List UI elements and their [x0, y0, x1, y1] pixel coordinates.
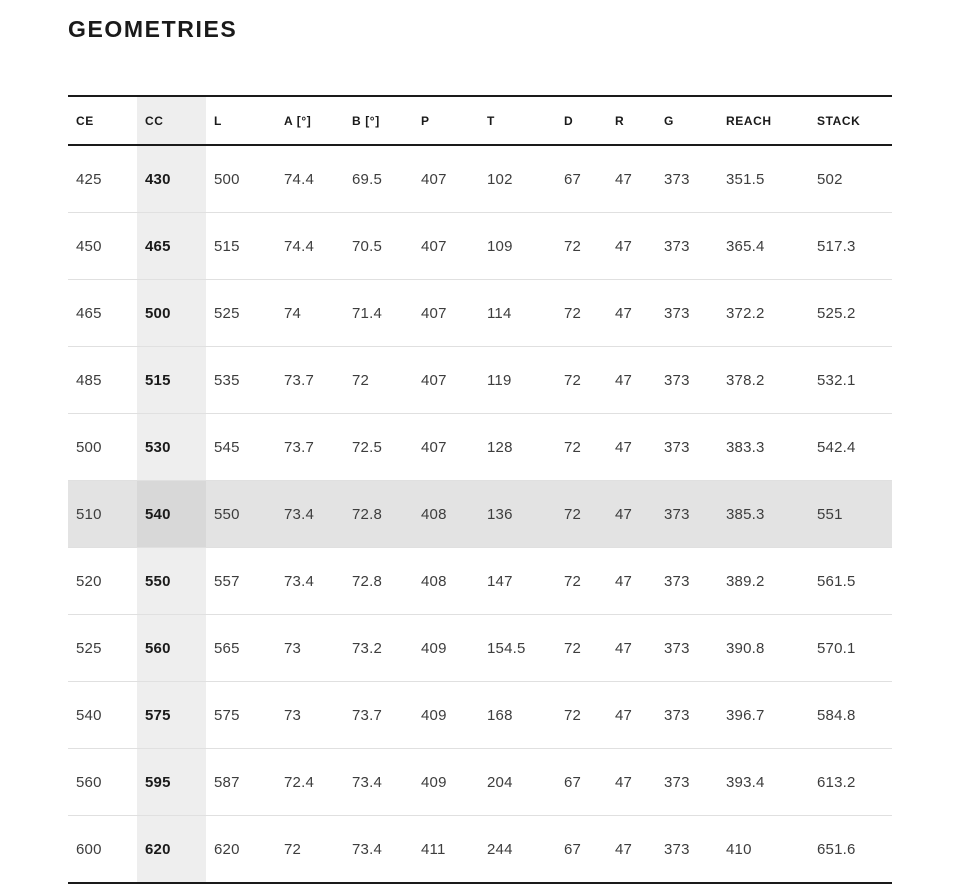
cell-l: 620	[214, 840, 240, 858]
cell-p: 409	[421, 773, 447, 791]
cell-a: 73	[284, 706, 302, 724]
cell-p: 407	[421, 237, 447, 255]
cell-d: 72	[564, 304, 582, 322]
table-row-size-595[interactable]	[68, 749, 892, 816]
cell-d: 72	[564, 639, 582, 657]
cell-a: 73.4	[284, 572, 314, 590]
cell-stack: 570.1	[817, 639, 856, 657]
cell-cc: 540	[137, 481, 206, 548]
cell-r: 47	[615, 371, 633, 389]
table-row-size-515[interactable]	[68, 347, 892, 414]
cell-d: 67	[564, 773, 582, 791]
geometry-table	[68, 95, 892, 884]
cell-t: 147	[487, 572, 513, 590]
cell-t: 168	[487, 706, 513, 724]
cell-cc: 575	[137, 682, 206, 749]
cell-d: 67	[564, 840, 582, 858]
cell-d: 72	[564, 706, 582, 724]
table-row-size-530[interactable]	[68, 414, 892, 481]
cell-d: 67	[564, 170, 582, 188]
cell-ce: 465	[76, 304, 102, 322]
cell-r: 47	[615, 639, 633, 657]
cell-g: 373	[664, 840, 690, 858]
header-row	[68, 96, 892, 145]
cell-b: 71.4	[352, 304, 382, 322]
cell-r: 47	[607, 481, 656, 548]
cell-g: 373	[664, 773, 690, 791]
cell-cc: 550	[137, 548, 206, 615]
cell-g: 373	[664, 438, 690, 456]
cell-ce: 450	[76, 237, 102, 255]
cell-r: 47	[615, 170, 633, 188]
cell-reach: 389.2	[726, 572, 765, 590]
cell-r: 47	[615, 304, 633, 322]
cell-l: 575	[214, 706, 240, 724]
cell-b: 73.2	[352, 639, 382, 657]
column-header-g: G	[664, 113, 674, 128]
cell-reach: 351.5	[726, 170, 765, 188]
cell-a: 73.4	[276, 481, 344, 548]
column-header-cc: CC	[137, 96, 206, 145]
cell-stack: 651.6	[817, 840, 856, 858]
cell-g: 373	[664, 706, 690, 724]
table-row-size-500[interactable]	[68, 280, 892, 347]
cell-b: 73.4	[352, 773, 382, 791]
cell-l: 545	[214, 438, 240, 456]
cell-ce: 510	[68, 481, 137, 548]
column-header-reach: REACH	[726, 113, 772, 128]
cell-l: 535	[214, 371, 240, 389]
cell-b: 72.8	[344, 481, 413, 548]
cell-reach: 378.2	[726, 371, 765, 389]
column-header-b: B [°]	[352, 113, 380, 128]
cell-g: 373	[664, 304, 690, 322]
table-row-size-465[interactable]	[68, 213, 892, 280]
cell-cc: 465	[137, 213, 206, 280]
cell-b: 73.4	[352, 840, 382, 858]
cell-reach: 410	[726, 840, 752, 858]
cell-t: 128	[487, 438, 513, 456]
cell-stack: 561.5	[817, 572, 856, 590]
table-row-size-620[interactable]	[68, 816, 892, 884]
cell-reach: 365.4	[726, 237, 765, 255]
cell-p: 407	[421, 304, 447, 322]
cell-r: 47	[615, 840, 633, 858]
column-header-t: T	[487, 113, 495, 128]
cell-r: 47	[615, 706, 633, 724]
cell-t: 244	[487, 840, 513, 858]
cell-reach: 383.3	[726, 438, 765, 456]
cell-r: 47	[615, 237, 633, 255]
cell-ce: 540	[76, 706, 102, 724]
column-header-a: A [°]	[284, 113, 312, 128]
cell-g: 373	[664, 170, 690, 188]
cell-t: 154.5	[487, 639, 526, 657]
cell-l: 500	[214, 170, 240, 188]
cell-l: 565	[214, 639, 240, 657]
cell-g: 373	[664, 237, 690, 255]
cell-d: 72	[556, 481, 607, 548]
column-header-r: R	[615, 113, 625, 128]
cell-g: 373	[656, 481, 718, 548]
cell-a: 74	[284, 304, 302, 322]
geometry-table-body	[68, 145, 892, 883]
cell-r: 47	[615, 438, 633, 456]
cell-cc: 560	[137, 615, 206, 682]
page-title: GEOMETRIES	[68, 16, 238, 42]
cell-ce: 520	[76, 572, 102, 590]
cell-l: 587	[214, 773, 240, 791]
cell-t: 204	[487, 773, 513, 791]
cell-d: 72	[564, 237, 582, 255]
cell-a: 74.4	[284, 237, 314, 255]
cell-stack: 551	[809, 481, 892, 548]
cell-ce: 500	[76, 438, 102, 456]
cell-stack: 525.2	[817, 304, 856, 322]
cell-ce: 560	[76, 773, 102, 791]
cell-ce: 485	[76, 371, 102, 389]
cell-d: 72	[564, 438, 582, 456]
table-row-size-430[interactable]	[68, 145, 892, 213]
cell-stack: 502	[817, 170, 843, 188]
cell-p: 409	[421, 706, 447, 724]
cell-t: 109	[487, 237, 513, 255]
cell-a: 73.7	[284, 371, 314, 389]
column-header-p: P	[421, 113, 430, 128]
cell-ce: 425	[76, 170, 102, 188]
cell-ce: 600	[76, 840, 102, 858]
cell-a: 72	[284, 840, 302, 858]
cell-cc: 620	[137, 816, 206, 884]
cell-t: 102	[487, 170, 513, 188]
cell-a: 73	[284, 639, 302, 657]
cell-p: 411	[421, 840, 446, 858]
table-row-size-550[interactable]	[68, 548, 892, 615]
cell-stack: 542.4	[817, 438, 856, 456]
cell-l: 515	[214, 237, 240, 255]
cell-b: 70.5	[352, 237, 382, 255]
cell-reach: 385.3	[718, 481, 809, 548]
cell-reach: 393.4	[726, 773, 765, 791]
cell-l: 525	[214, 304, 240, 322]
cell-p: 409	[421, 639, 447, 657]
cell-g: 373	[664, 371, 690, 389]
cell-p: 407	[421, 438, 447, 456]
cell-a: 73.7	[284, 438, 314, 456]
cell-cc: 500	[137, 280, 206, 347]
table-row-size-575[interactable]	[68, 682, 892, 749]
geometry-table-header	[68, 96, 892, 145]
cell-cc: 595	[137, 749, 206, 816]
cell-stack: 613.2	[817, 773, 856, 791]
cell-ce: 525	[76, 639, 102, 657]
column-header-ce: CE	[76, 113, 94, 128]
cell-stack: 532.1	[817, 371, 856, 389]
cell-g: 373	[664, 572, 690, 590]
cell-b: 72	[352, 371, 370, 389]
cell-stack: 584.8	[817, 706, 856, 724]
cell-t: 136	[479, 481, 556, 548]
cell-p: 408	[421, 572, 447, 590]
cell-t: 114	[487, 304, 512, 322]
cell-reach: 372.2	[726, 304, 765, 322]
cell-r: 47	[615, 773, 633, 791]
cell-p: 408	[413, 481, 479, 548]
cell-b: 72.8	[352, 572, 382, 590]
column-header-stack: STACK	[817, 113, 861, 128]
cell-t: 119	[487, 371, 512, 389]
cell-l: 550	[206, 481, 276, 548]
cell-b: 69.5	[352, 170, 382, 188]
cell-l: 557	[214, 572, 240, 590]
cell-p: 407	[421, 170, 447, 188]
cell-b: 73.7	[352, 706, 382, 724]
cell-cc: 530	[137, 414, 206, 481]
cell-a: 74.4	[284, 170, 314, 188]
cell-g: 373	[664, 639, 690, 657]
cell-reach: 390.8	[726, 639, 765, 657]
cell-a: 72.4	[284, 773, 314, 791]
cell-cc: 430	[137, 145, 206, 213]
column-header-l: L	[214, 113, 222, 128]
table-row-size-540[interactable]	[68, 481, 892, 548]
cell-r: 47	[615, 572, 633, 590]
cell-d: 72	[564, 371, 582, 389]
cell-reach: 396.7	[726, 706, 765, 724]
cell-b: 72.5	[352, 438, 382, 456]
cell-cc: 515	[137, 347, 206, 414]
cell-d: 72	[564, 572, 582, 590]
table-row-size-560[interactable]	[68, 615, 892, 682]
cell-stack: 517.3	[817, 237, 856, 255]
cell-p: 407	[421, 371, 447, 389]
column-header-d: D	[564, 113, 574, 128]
